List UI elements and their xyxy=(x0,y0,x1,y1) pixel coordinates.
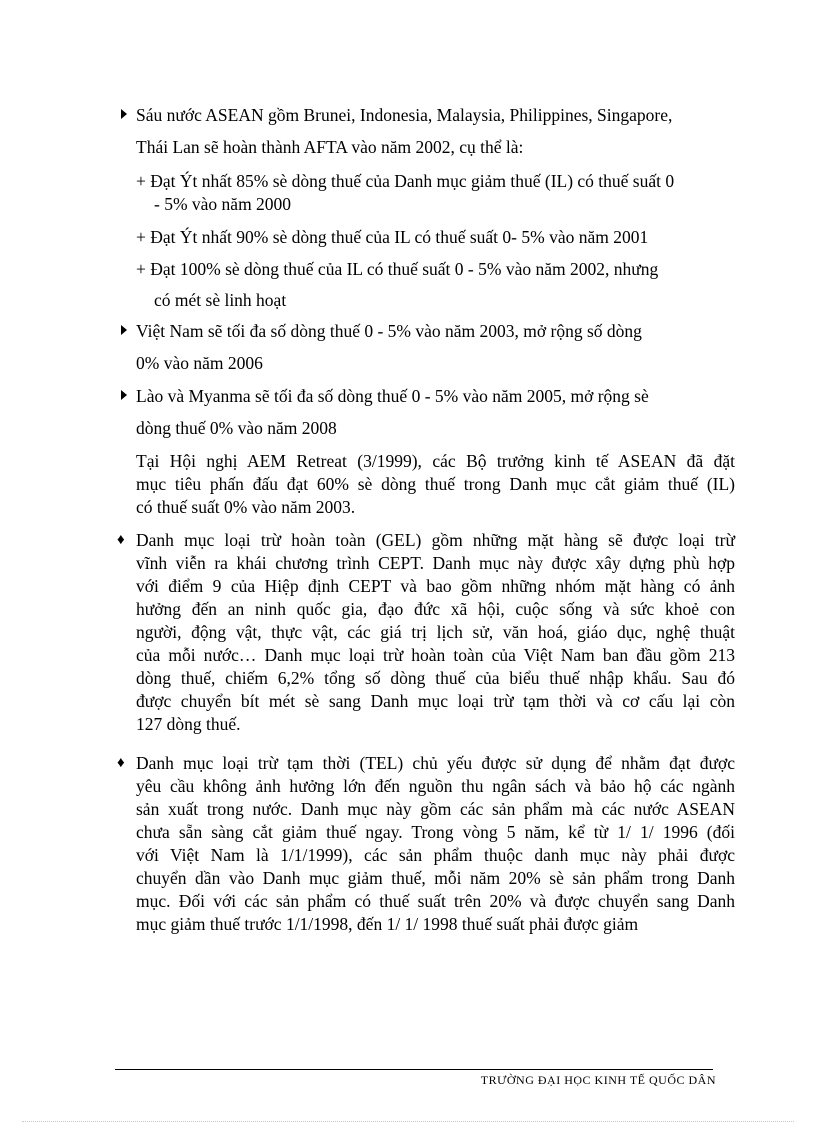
triangle-bullet-icon xyxy=(121,325,127,335)
text-line: Việt Nam sẽ tối đa số dòng thuế 0 - 5% vào năm 2003, mở rộng số dòng xyxy=(136,321,642,341)
diamond-bullet-icon: ♦ xyxy=(117,532,125,548)
text-line: người, động vật, thực vật, các giá trị lịch sử, văn hoá, giáo dục, nghệ thuật xyxy=(136,622,735,642)
text-line: + Đạt Ýt nhất 90% sè dòng thuế của IL có thuế suất 0- 5% vào năm 2001 xyxy=(136,227,649,247)
text-line: - 5% vào năm 2000 xyxy=(154,194,292,214)
text-line: Danh mục loại trừ hoàn toàn (GEL) gồm những mặt hàng sẽ được loại trừ xyxy=(136,530,735,550)
text-line: của mỗi nước… Danh mục loại trừ hoàn toàn của Việt Nam ban đầu gồm 213 xyxy=(136,645,735,665)
text-line: 127 dòng thuế. xyxy=(136,714,241,734)
text-line: dòng thuế, chiếm 6,2% tổng số dòng thuế của biểu thuế nhập khẩu. Sau đó xyxy=(136,668,735,688)
text-line: sản xuất trong nước. Danh mục này gồm các sản phẩm mà các nước ASEAN xyxy=(136,799,735,819)
text-line: mục. Đối với các sản phẩm có thuế suất trên 20% và được chuyển sang Danh xyxy=(136,891,735,911)
text-line: có thuế suất 0% vào năm 2003. xyxy=(136,497,356,517)
text-line: với điểm 9 của Hiệp định CEPT và bao gồm những nhóm mặt hàng có ảnh xyxy=(136,576,735,596)
text-line: chưa sẵn sàng cắt giảm thuế ngay. Trong vòng 5 năm, kể từ 1/ 1/ 1996 (đối xyxy=(136,822,735,842)
page-bottom-border xyxy=(22,1121,794,1122)
text-line: mục tiêu phấn đấu đạt 60% sè dòng thuế trong Danh mục cắt giảm thuế (IL) xyxy=(136,474,735,494)
text-line: yêu cầu không ảnh hưởng lớn đến nguồn thu ngân sách và bảo hộ các ngành xyxy=(136,776,735,796)
footer-divider xyxy=(115,1069,713,1070)
text-line: Tại Hội nghị AEM Retreat (3/1999), các Bộ trưởng kinh tế ASEAN đã đặt xyxy=(136,451,735,471)
text-line: Thái Lan sẽ hoàn thành AFTA vào năm 2002, cụ thể là: xyxy=(136,137,524,157)
triangle-bullet-icon xyxy=(121,390,127,400)
text-line: chuyển dần vào Danh mục giảm thuế, mỗi năm 20% sè sản phẩm trong Danh xyxy=(136,868,735,888)
text-line: Lào và Myanma sẽ tối đa số dòng thuế 0 - 5% vào năm 2005, mở rộng sè xyxy=(136,386,649,406)
text-line: có mét sè linh hoạt xyxy=(154,290,287,310)
text-line: + Đạt Ýt nhất 85% sè dòng thuế của Danh mục giảm thuế (IL) có thuế suất 0 xyxy=(136,171,675,191)
text-line: được chuyển bít mét sè sang Danh mục loại trừ tạm thời và cơ cấu lại còn xyxy=(136,691,735,711)
text-line: vĩnh viễn ra khái chương trình CEPT. Danh mục này được xây dựng phù hợp xyxy=(136,553,735,573)
text-line: 0% vào năm 2006 xyxy=(136,353,263,373)
text-line: hưởng đến an ninh quốc gia, đạo đức xã hội, cuộc sống và sức khoẻ con xyxy=(136,599,735,619)
triangle-bullet-icon xyxy=(121,109,127,119)
text-line: với Việt Nam là 1/1/1999), các sản phẩm thuộc danh mục này phải được xyxy=(136,845,735,865)
page-footer: TRƯỜNG ĐẠI HỌC KINH TẾ QUỐC DÂN xyxy=(480,1073,716,1087)
text-line: Sáu nước ASEAN gồm Brunei, Indonesia, Malaysia, Philippines, Singapore, xyxy=(136,105,673,125)
diamond-bullet-icon: ♦ xyxy=(117,755,125,771)
text-line: dòng thuế 0% vào năm 2008 xyxy=(136,418,337,438)
text-line: Danh mục loại trừ tạm thời (TEL) chủ yếu được sử dụng để nhằm đạt được xyxy=(136,753,735,773)
text-line: + Đạt 100% sè dòng thuế của IL có thuế suất 0 - 5% vào năm 2002, nhưng xyxy=(136,259,659,279)
text-line: mục giảm thuế trước 1/1/1998, đến 1/ 1/ 1998 thuế suất phải được giảm xyxy=(136,914,639,934)
